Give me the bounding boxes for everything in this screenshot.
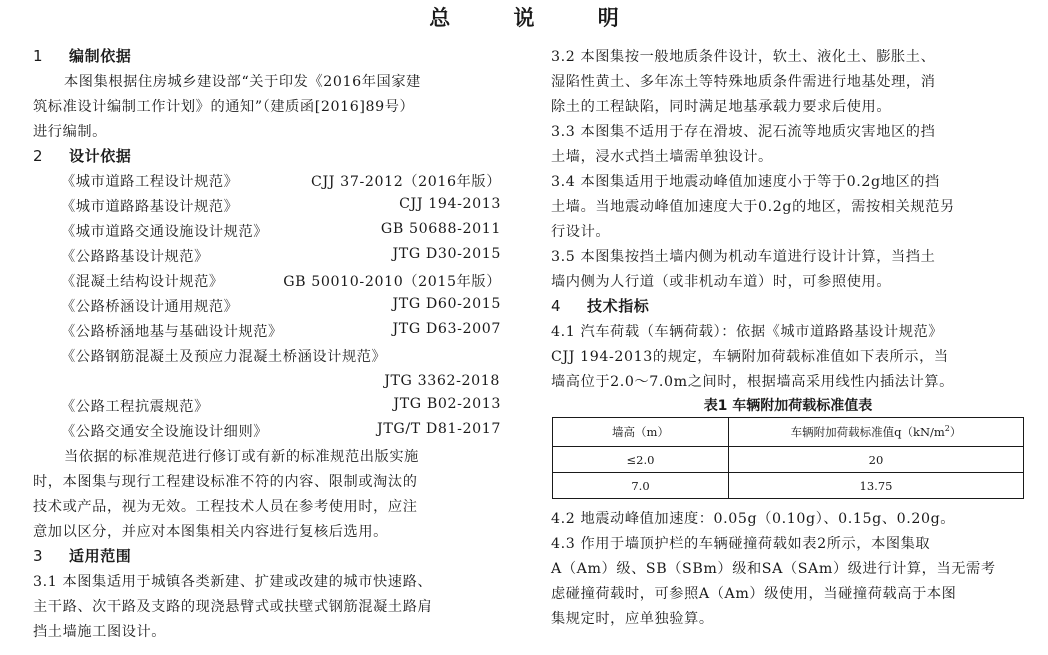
- paragraph-line: 主干路、次干路及支路的现浇悬臂式或扶壁式钢筋混凝土路肩: [33, 598, 433, 615]
- paragraph-line: 技术或产品，视为无效。工程技术人员在参考使用时，应注: [33, 498, 418, 515]
- table-cell: ≤2.0: [553, 447, 729, 473]
- paragraph-line: 土墙，浸水式挡土墙需单独设计。: [551, 148, 773, 165]
- paragraph-line: 4.2 地震动峰值加速度：0.05g（0.10g）、0.15g、0.20g。: [551, 510, 956, 527]
- paragraph-line: 进行编制。: [33, 123, 107, 140]
- paragraph-line: 虑碰撞荷载时，可参照A（Am）级使用，当碰撞荷载高于本图: [551, 585, 957, 602]
- standard-item: 《公路桥涵设计通用规范》 JTG D60-2015: [61, 295, 501, 315]
- paragraph-line: 集规定时，应单独验算。: [551, 610, 714, 627]
- section-3-heading: 3 适用范围: [33, 546, 132, 565]
- table-cell: 7.0: [553, 473, 729, 499]
- paragraph-line: 4.3 作用于墙顶护栏的车辆碰撞荷载如表2所示，本图集取: [551, 535, 931, 552]
- table-header-cell: 墙高（m）: [553, 418, 729, 447]
- standard-item: 《城市道路路基设计规范》 CJJ 194-2013: [61, 195, 501, 215]
- standard-item-long-name: 《公路钢筋混凝土及预应力混凝土桥涵设计规范》: [61, 348, 387, 365]
- standard-item: 《公路交通安全设施设计细则》 JTG/T D81-2017: [61, 420, 501, 440]
- paragraph-line: 墙高位于2.0～7.0m之间时，根据墙高采用线性内插法计算。: [551, 373, 954, 390]
- paragraph-line: 墙内侧为人行道（或非机动车道）时，可参照使用。: [551, 273, 892, 290]
- paragraph-line: 时，本图集与现行工程建设标准不符的内容、限制或淘汰的: [33, 473, 418, 490]
- paragraph-line: 本图集根据住房城乡建设部“关于印发《2016年国家建: [64, 73, 421, 90]
- paragraph-line: A（Am）级、SB（SBm）级和SA（SAm）级进行计算，当无需考: [551, 560, 996, 577]
- page-title: 总 说 明: [429, 6, 647, 30]
- left-column: [33, 43, 501, 643]
- paragraph-line: 湿陷性黄土、多年冻土等特殊地质条件需进行地基处理，消: [551, 73, 936, 90]
- paragraph-line: 3.2 本图集按一般地质条件设计，软土、液化土、膨胀土、: [551, 48, 936, 65]
- table-row: [553, 447, 1024, 473]
- paragraph-line: 土墙。当地震动峰值加速度大于0.2g的地区，需按相关规范另: [551, 198, 955, 215]
- section-1-heading: 1 编制依据: [33, 46, 132, 65]
- paragraph-line: 3.1 本图集适用于城镇各类新建、扩建或改建的城市快速路、: [33, 573, 433, 590]
- standard-item: 《城市道路工程设计规范》 CJJ 37-2012（2016年版）: [61, 173, 501, 190]
- paragraph-line: CJJ 194-2013的规定，车辆附加荷载标准值如下表所示，当: [551, 348, 949, 365]
- paragraph-line: 3.3 本图集不适用于存在滑坡、泥石流等地质灾害地区的挡: [551, 123, 936, 140]
- section-2-heading: 2 设计依据: [33, 146, 132, 165]
- table-row: [553, 473, 1024, 499]
- standard-item-long-code: JTG 3362-2018: [384, 372, 500, 389]
- vehicle-load-table: [552, 417, 1024, 499]
- paragraph-line: 除土的工程缺陷，同时满足地基承载力要求后使用。: [551, 98, 892, 115]
- table-cell: 13.75: [729, 473, 1024, 499]
- table-header-row: [553, 418, 1024, 447]
- paragraph-line: 3.4 本图集适用于地震动峰值加速度小于等于0.2g地区的挡: [551, 173, 940, 190]
- paragraph-line: 当依据的标准规范进行修订或有新的标准规范出版实施: [64, 448, 419, 465]
- section-4-heading: 4 技术指标: [551, 296, 650, 315]
- paragraph-line: 意加以区分，并应对本图集相关内容进行复核后选用。: [33, 523, 388, 540]
- paragraph-line: 3.5 本图集按挡土墙内侧为机动车道进行设计计算，当挡土: [551, 248, 936, 265]
- standard-item: 《公路桥涵地基与基础设计规范》 JTG D63-2007: [61, 320, 501, 340]
- standard-item: 《混凝土结构设计规范》 GB 50010-2010（2015年版）: [61, 273, 501, 290]
- table-caption: 表1 车辆附加荷载标准值表: [703, 398, 873, 414]
- right-column: [551, 43, 1025, 630]
- standard-item: 《城市道路交通设施设计规范》 GB 50688-2011: [61, 220, 501, 240]
- table-header-cell: 车辆附加荷载标准值$q(kN/m^2)$: [729, 418, 1024, 447]
- standard-item: 《公路工程抗震规范》 JTG B02-2013: [61, 395, 501, 415]
- paragraph-line: 挡土墙施工图设计。: [33, 623, 167, 640]
- paragraph-line: 筑标准设计编制工作计划》的通知”（建质函[2016]89号）: [33, 98, 415, 115]
- table-cell: 20: [729, 447, 1024, 473]
- paragraph-line: 行设计。: [551, 223, 611, 240]
- paragraph-line: 4.1 汽车荷载（车辆荷载）：依据《城市道路路基设计规范》: [551, 323, 944, 340]
- standard-item: 《公路路基设计规范》 JTG D30-2015: [61, 245, 501, 265]
